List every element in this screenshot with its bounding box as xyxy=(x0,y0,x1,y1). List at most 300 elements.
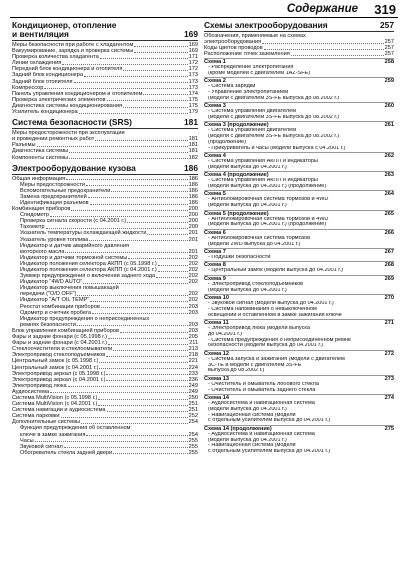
toc-entry xyxy=(204,51,394,57)
toc-entry-text: Разъемы xyxy=(12,142,36,149)
toc-leader-dots xyxy=(77,291,187,296)
scheme-title: Схема 5 xyxy=(204,191,226,198)
scheme-item: (модели выпуска до 04.2001 г.) xyxy=(208,287,287,293)
toc-leader-dots xyxy=(84,72,188,77)
toc-entry-text: передачи ("O/D OFF") xyxy=(20,291,77,298)
toc-entry-text: Индикатор "A/T OIL TEMP" xyxy=(20,297,90,304)
toc-entry-text: Компрессор xyxy=(12,84,44,91)
toc-entry-text: Спидометр xyxy=(20,212,50,219)
scheme-heading xyxy=(204,58,394,65)
toc-entry-page: 202 xyxy=(188,297,198,304)
scheme-item: освещении и оставленном в замке зажигания ключе xyxy=(208,312,342,318)
toc-entry-text: моторного масла xyxy=(20,248,65,255)
toc-entry-page: 171 xyxy=(188,54,198,61)
toc-entry-page: 255 xyxy=(188,443,198,450)
toc-entry-page: 257 xyxy=(384,45,394,52)
toc-entry-text: Система навигации и аудиосистема xyxy=(12,407,106,414)
page-title: Содержание xyxy=(286,3,358,15)
toc-entry-page: 201 xyxy=(188,236,198,243)
toc-leader-dots xyxy=(35,438,188,443)
scheme-item: - Система управления АКПП и индикаторы xyxy=(208,178,318,184)
section-title: Схемы электрооборудования xyxy=(204,21,328,30)
toc-leader-dots xyxy=(143,91,187,96)
toc-entry-text: Электропривод зеркал (с 05.1998 г.) xyxy=(12,370,106,377)
scheme-page: 268 xyxy=(384,262,394,269)
toc-leader-dots xyxy=(74,79,188,84)
scheme-item: - Очиститель и омыватель заднего стекла xyxy=(208,387,316,393)
toc-entry-text: Проверка электрических элементов xyxy=(12,96,106,103)
scheme-page: 264 xyxy=(384,191,394,198)
toc-entry-page: 200 xyxy=(188,206,198,213)
toc-leader-dots xyxy=(107,407,188,412)
scheme-item: - Система предупреждения о неприсоединенном ремне xyxy=(208,337,351,343)
toc-entry-page: 211 xyxy=(189,340,198,347)
toc-entry-page: 179 xyxy=(188,109,198,116)
section-title: Кондиционер, отопление и вентиляция xyxy=(12,21,117,39)
toc-entry-page: 173 xyxy=(188,84,198,91)
scheme-page: 259 xyxy=(384,78,394,85)
scheme-item: - Система напоминания о невыключенном xyxy=(208,306,317,312)
toc-entry-page: 251 xyxy=(188,407,198,414)
scheme-title: Схема 7 xyxy=(204,248,226,255)
toc-entry-page: 202 xyxy=(188,254,198,261)
section-rule xyxy=(12,40,198,41)
toc-leader-dots xyxy=(99,358,187,363)
toc-leader-dots xyxy=(134,48,187,53)
page-number: 319 xyxy=(374,2,396,17)
toc-entry-text: Линии охлаждения xyxy=(12,60,62,67)
toc-entry-text: Замена предохранителей xyxy=(20,193,87,200)
toc-entry-text: Система MultiVision (с 04.2001 г.) xyxy=(12,401,98,408)
toc-leader-dots xyxy=(90,200,188,205)
section-title: Электрооборудование кузова xyxy=(12,162,136,173)
toc-entry-page: 202 xyxy=(188,279,198,286)
scheme-title: Схема 14 xyxy=(204,394,229,401)
toc-entry-text: Указатель температуры охлаждающей жидкости xyxy=(20,230,147,237)
toc-leader-dots xyxy=(108,340,188,345)
section-heading xyxy=(12,164,198,173)
scheme-title: Схема 14 (продолжение) xyxy=(204,425,272,432)
toc-entry-page: 221 xyxy=(188,358,198,365)
scheme-title: Схема 1 xyxy=(204,58,226,65)
scheme-item: (продолжение) xyxy=(208,139,246,145)
scheme-item: выпуска до 08.2002 г.) xyxy=(208,368,265,374)
toc-entry-page: 257 xyxy=(384,51,394,58)
scheme-page: 260 xyxy=(384,103,394,110)
scheme-item: - Электропривод стеклоподъемников xyxy=(208,281,304,287)
toc-leader-dots xyxy=(68,383,188,388)
section-rule xyxy=(204,31,394,32)
scheme-item: (модели с двигателем 3S-FE выпуска до 08.2002 г.) xyxy=(208,114,340,120)
toc-entry-text: Индикатор положения селектора АКПП (с 04.2001 г.) xyxy=(20,267,157,273)
section-heading xyxy=(204,21,394,30)
scheme-heading xyxy=(204,425,394,432)
toc-entry-text: Тахометр xyxy=(20,224,45,231)
toc-entry-page: 200 xyxy=(188,218,198,225)
toc-entry-page: 174 xyxy=(188,90,198,97)
toc-entry-text: Индикатор предупреждения о неприсоединенных xyxy=(20,315,150,322)
toc-entry-page: 172 xyxy=(188,66,198,73)
toc-leader-dots xyxy=(99,365,187,370)
scheme-item: - Прикуриватель и часы (модели выпуска с 04.2001 г.) xyxy=(208,145,346,151)
toc-entry-text: Вакуумирование, зарядка и проверка системы xyxy=(12,48,134,55)
scheme-item: (модели выпуска до 04.2001 г.) xyxy=(208,164,287,170)
toc-leader-dots xyxy=(113,346,187,351)
scheme-page: 261 xyxy=(384,122,394,129)
scheme-title: Схема 4 (продолжение) xyxy=(204,172,269,179)
toc-entry-page: 257 xyxy=(384,39,394,46)
toc-leader-dots xyxy=(50,389,188,394)
toc-entry-text: Вспомогательные предохранители xyxy=(20,187,111,194)
scheme-title: Схема 6 xyxy=(204,229,226,236)
toc-entry-text: Диагностика системы кондиционирования xyxy=(12,102,122,109)
toc-leader-dots xyxy=(108,334,188,339)
scheme-title: Схема 2 xyxy=(204,78,226,85)
scheme-heading xyxy=(204,77,394,84)
toc-leader-dots xyxy=(106,377,187,382)
toc-entry-page: 181 xyxy=(188,148,198,155)
scheme-heading xyxy=(204,248,394,255)
toc-entry-text: ремнях безопасности xyxy=(20,321,76,328)
toc-leader-dots xyxy=(147,230,187,235)
scheme-title: Схема 8 xyxy=(204,262,226,269)
scheme-heading xyxy=(204,152,394,159)
toc-entry-page: 202 xyxy=(188,273,198,280)
toc-entry-page: 224 xyxy=(188,364,198,371)
toc-leader-dots xyxy=(81,419,188,424)
toc-entry-page: 181 xyxy=(188,142,198,149)
scheme-item: с отдельным усилителем выпуска до 04.2001 г.) xyxy=(208,449,331,455)
toc-entry-text: Аудиосистема xyxy=(12,388,50,395)
toc-leader-dots xyxy=(64,444,188,449)
scheme-item: 3C-TE и модели с двигателем 3S-FE xyxy=(208,362,302,368)
section-page: 169 xyxy=(184,29,198,39)
toc-entry-text: Указатель уровня топлива xyxy=(20,236,89,243)
toc-leader-dots xyxy=(90,297,187,302)
scheme-page: 271 xyxy=(384,319,394,326)
toc-entry-page: 182 xyxy=(188,154,198,161)
scheme-page: 270 xyxy=(384,294,394,301)
toc-entry-page: 172 xyxy=(188,60,198,67)
toc-leader-dots xyxy=(69,155,188,160)
toc-leader-dots xyxy=(98,401,187,406)
toc-entry-text: Реостат комбинации приборов xyxy=(20,303,100,310)
toc-entry-text: Индикатор и датчики тормозной системы xyxy=(20,254,128,261)
scheme-heading xyxy=(204,210,394,217)
toc-entry-text: Расположение точек заземления xyxy=(204,51,290,58)
toc-leader-dots xyxy=(98,395,187,400)
toc-leader-dots xyxy=(50,212,188,217)
toc-leader-dots xyxy=(128,255,187,260)
scheme-page: 275 xyxy=(384,425,394,432)
section-page: 181 xyxy=(184,117,198,128)
scheme-item: (модели выпуска до 04.2001 г.) (продолжение) xyxy=(208,184,327,190)
toc-entry-page: 201 xyxy=(188,230,198,237)
toc-entry-text: Индикатор положения селектора АКПП (с 05.1998 г.) xyxy=(20,260,157,267)
toc-leader-dots xyxy=(123,66,187,71)
toc-entry-text: Центральный замок (с 04.2001 г.) xyxy=(12,364,99,371)
toc-entry-page: 202 xyxy=(188,260,198,267)
toc-entry-text: Звуковой сигнал xyxy=(20,443,63,450)
toc-entry-text: Проверка сигнала скорости (с 04.2001 г.) xyxy=(20,218,127,225)
toc-entry-text: Задний блок кондиционера xyxy=(12,72,83,79)
scheme-item: - Навигационная система (модели xyxy=(208,412,296,418)
scheme-item: (модели с двигателем 3S-FE выпуска до 08.2002 г.) xyxy=(208,95,340,101)
toc-entry-page: 202 xyxy=(188,291,198,298)
scheme-heading xyxy=(204,394,394,401)
toc-leader-dots xyxy=(92,310,188,315)
scheme-title: Схема 3 xyxy=(204,103,226,110)
scheme-heading xyxy=(204,121,394,128)
toc-entry-text: Зуммер предупреждения о включении заднего хода xyxy=(20,273,156,280)
toc-leader-dots xyxy=(71,206,187,211)
toc-entry-page: 233 xyxy=(188,370,198,377)
scheme-item: - Антиблокировочная система тормозов и 4WD xyxy=(208,197,329,203)
toc-leader-dots xyxy=(156,273,188,278)
scheme-page: 273 xyxy=(384,375,394,382)
toc-entry-text: Компоненты системы xyxy=(12,154,68,161)
toc-entry-page: 201 xyxy=(188,248,198,255)
toc-entry-text: Блок управления комбинацией приборов xyxy=(12,327,119,334)
toc-leader-dots xyxy=(134,42,187,47)
toc-leader-dots xyxy=(83,279,187,284)
section-rule xyxy=(12,128,198,129)
toc-entry-page: 173 xyxy=(188,78,198,85)
scheme-item: - Очиститель и омыватель лобового стекла xyxy=(208,381,319,387)
scheme-item: - Электропривод люка (модели выпуска xyxy=(208,326,310,331)
toc-entry-page: 251 xyxy=(188,401,198,408)
scheme-page: 263 xyxy=(384,172,394,179)
toc-entry-page: 203 xyxy=(188,309,198,316)
toc-entry-text: Проверка количества хладагента xyxy=(12,54,99,61)
scheme-item: (модели выпуска до 04.2001 г.) xyxy=(208,437,287,443)
toc-entry-text: Идентификация разъемов xyxy=(20,199,89,206)
toc-entry-page: 249 xyxy=(188,382,198,389)
toc-leader-dots xyxy=(120,328,188,333)
toc-entry xyxy=(12,450,198,456)
toc-entry-text: Электропривод зеркал (с 04.2001 г.) xyxy=(12,376,106,383)
toc-entry-text: Функция предупреждения об оставленном xyxy=(20,425,131,432)
toc-entry-page: 255 xyxy=(188,449,198,456)
toc-entry-text: Индикатор "4WD AUTO" xyxy=(20,279,83,286)
toc-entry-text: Задний блок отопителя xyxy=(12,78,73,85)
toc-leader-dots xyxy=(89,237,187,242)
scheme-page: 269 xyxy=(384,275,394,282)
scheme-item: - Система зарядки xyxy=(208,84,256,90)
scheme-item: (модели с двигателем 3S-FE выпуска до 08.2002 г.) xyxy=(208,134,340,140)
toc-entry-text: Обозначения, применяемые на схемах xyxy=(204,33,306,39)
scheme-item: с отдельным усилителем выпуска до 04.2001 г.) xyxy=(208,418,331,424)
toc-right-column xyxy=(204,21,394,566)
scheme-item: - Аудиосистема и навигационная система xyxy=(208,400,315,406)
toc-entry-page: 186 xyxy=(188,175,198,182)
toc-entry-page: 255 xyxy=(188,437,198,444)
toc-entry-page: 186 xyxy=(188,193,198,200)
scheme-page: 267 xyxy=(384,248,394,255)
toc-leader-dots xyxy=(264,45,384,50)
toc-entry-text: Электропривод стеклоподъемников xyxy=(12,352,106,359)
scheme-item: - Центральный замок (модели выпуска до 04.2001 г.) xyxy=(208,268,343,274)
section-page: 186 xyxy=(184,162,198,173)
scheme-heading xyxy=(204,350,394,357)
scheme-item: (модели выпуска до 04.2001 г.) (продолжение) xyxy=(208,222,327,228)
toc-leader-dots xyxy=(65,249,187,254)
toc-leader-dots xyxy=(101,304,188,309)
toc-leader-dots xyxy=(88,194,188,199)
scheme-heading xyxy=(204,375,394,382)
toc-entry-page: 203 xyxy=(188,327,198,334)
scheme-heading xyxy=(204,261,394,268)
toc-left-column xyxy=(12,21,198,566)
scheme-item: (модели выпуска до 04.2001 г.) xyxy=(208,203,287,209)
toc-entry-page: 203 xyxy=(188,321,198,328)
toc-entry-text: Обогреватель стекла задней двери xyxy=(20,449,113,456)
toc-entry-page: 254 xyxy=(188,419,198,426)
scheme-title: Схема 12 xyxy=(204,350,229,357)
scheme-page: 258 xyxy=(384,58,394,65)
toc-leader-dots xyxy=(127,218,188,223)
toc-entry-page: 186 xyxy=(188,181,198,188)
toc-entry-text: Передний блок кондиционера и отопителя xyxy=(12,66,123,73)
toc-entry-page: 203 xyxy=(188,303,198,310)
toc-leader-dots xyxy=(95,136,187,141)
toc-entry-page: 236 xyxy=(188,376,198,383)
toc-entry-text: Система парковки xyxy=(12,413,60,420)
toc-entry-page: 175 xyxy=(188,96,198,103)
toc-leader-dots xyxy=(46,224,188,229)
toc-leader-dots xyxy=(106,352,187,357)
scheme-page: 262 xyxy=(384,153,394,160)
scheme-item: - Система запуска и зажигания (модели с двигателем xyxy=(208,356,345,362)
toc-leader-dots xyxy=(86,432,187,437)
scheme-heading xyxy=(204,102,394,109)
toc-entry-text: Фары и задние фонари (с 04.2001 г.) xyxy=(12,340,108,347)
toc-leader-dots xyxy=(44,85,187,90)
toc-entry-text: Система MultiVision (с 05.1998 г.) xyxy=(12,394,98,401)
scheme-title: Схема 5 (продолжение) xyxy=(204,210,269,217)
toc-entry-text: Индикатор выключения повышающей xyxy=(20,285,119,292)
toc-entry-text: и проведении ремонтных работ xyxy=(12,136,95,143)
section-page: 257 xyxy=(380,21,394,30)
toc-entry-page: 175 xyxy=(188,102,198,109)
scheme-title: Схема 13 xyxy=(204,375,229,382)
toc-leader-dots xyxy=(113,450,187,455)
scheme-heading xyxy=(204,171,394,178)
toc-leader-dots xyxy=(61,413,188,418)
toc-entry-page: 186 xyxy=(188,199,198,206)
scheme-item: - Навигационная система (модели xyxy=(208,443,296,449)
toc-leader-dots xyxy=(107,97,188,102)
scheme-title: Схема 4 xyxy=(204,153,226,160)
scheme-title: Схема 9 xyxy=(204,275,226,282)
toc-entry-text: Панель управления кондиционером и отопителем xyxy=(12,90,143,97)
scheme-item: - Система управления двигателем xyxy=(208,128,296,134)
scheme-item: - Система управления двигателем xyxy=(208,109,296,115)
scheme-item: - Управление электропитанием xyxy=(208,89,289,95)
toc-entry-page: 186 xyxy=(188,187,198,194)
toc-leader-dots xyxy=(100,54,188,59)
section-heading xyxy=(12,118,198,127)
scheme-item: до 04.2001 г.) xyxy=(208,331,242,337)
scheme-page: 272 xyxy=(384,350,394,357)
toc-leader-dots xyxy=(123,103,188,108)
section-title: Система безопасности (SRS) xyxy=(12,117,132,128)
section-rule xyxy=(12,174,198,175)
scheme-item: (модели выпуска до 04.2001 г.) xyxy=(208,406,287,412)
scheme-item: - Антиблокировочная система тормозов и 4WD xyxy=(208,216,329,222)
scheme-item: - Аудиосистема и навигационная система xyxy=(208,431,315,437)
toc-entry-page: 173 xyxy=(188,72,198,79)
toc-entry-text: Общая информация xyxy=(12,175,66,182)
scheme-item: - Звуковой сигнал (модели выпуска до 04.2001 г.) xyxy=(208,301,334,307)
toc-leader-dots xyxy=(86,182,188,187)
page-header xyxy=(10,2,398,18)
toc-entry-text: Центральный замок (с 05.1998 г.) xyxy=(12,358,99,365)
toc-leader-dots xyxy=(262,39,384,44)
scheme-item: (модели 2WD выпуска до 04.2001 г.) xyxy=(208,241,301,247)
toc-leader-dots xyxy=(79,109,188,114)
toc-leader-dots xyxy=(77,322,188,327)
toc-entry-page: 254 xyxy=(188,431,198,438)
scheme-page: 265 xyxy=(384,210,394,217)
toc-entry-text: Электропривод люка xyxy=(12,382,67,389)
toc-entry-text: Меры предосторожности xyxy=(20,181,86,188)
toc-entry-text: Фары и задние фонари (с 05.1998 г.) xyxy=(12,334,108,341)
toc-leader-dots xyxy=(62,60,187,65)
scheme-item: (кроме моделей с двигателем 1AZ-SFE) xyxy=(208,70,311,76)
toc-entry-text: Меры безопасности при работе с хладагентом xyxy=(12,42,134,48)
toc-entry-text: Часы xyxy=(20,437,34,444)
toc-entry-text: Диагностика системы xyxy=(12,148,69,155)
scheme-item: - Система управления АКПП и индикаторы xyxy=(208,159,318,165)
scheme-item: - Распределение электропитания xyxy=(208,64,294,70)
scheme-title: Схема 3 (продолжение) xyxy=(204,122,269,129)
toc-entry-page: 205 xyxy=(188,334,198,341)
toc-leader-dots xyxy=(291,51,384,56)
scheme-heading xyxy=(204,190,394,197)
toc-leader-dots xyxy=(69,148,187,153)
scheme-title: Схема 10 xyxy=(204,294,229,301)
scheme-heading xyxy=(204,319,394,326)
toc-entry-page: 181 xyxy=(188,136,198,143)
toc-entry-text: Дополнительные системы xyxy=(12,419,81,426)
toc-entry-text: Меры предосторожности при эксплуатации xyxy=(12,130,125,137)
toc-entry-page: 249 xyxy=(188,388,198,395)
toc-entry-text: Коды цветов проводов xyxy=(204,45,263,52)
toc-entry-text: Усилитель кондиционера xyxy=(12,109,78,116)
toc-entry-page: 202 xyxy=(188,267,198,273)
scheme-title: Схема 11 xyxy=(204,319,229,326)
section-heading xyxy=(12,21,198,39)
toc-leader-dots xyxy=(111,188,187,193)
scheme-item: - Антиблокировочная система тормозов xyxy=(208,235,311,241)
toc-entry-page: 218 xyxy=(188,352,198,359)
toc-entry-page: 213 xyxy=(188,346,198,353)
toc-entry-page: 200 xyxy=(188,212,198,219)
toc-entry-text: ключе в замке зажигания xyxy=(20,431,86,438)
scheme-page: 274 xyxy=(384,394,394,401)
scheme-heading xyxy=(204,229,394,236)
scheme-item: безопасности (модели выпуска до 04.2001 г.) xyxy=(208,343,324,349)
toc-leader-dots xyxy=(66,176,187,181)
toc-entry-text: Индикатор и датчик аварийного давления xyxy=(20,242,129,249)
toc-entry-page: 250 xyxy=(188,394,198,401)
toc-entry-text: Одометр и счетчик пробега xyxy=(20,309,91,316)
toc-entry-page: 200 xyxy=(188,224,198,231)
scheme-heading xyxy=(204,275,394,282)
scheme-heading xyxy=(204,294,394,301)
toc-entry-text: электрооборудования xyxy=(204,39,262,46)
